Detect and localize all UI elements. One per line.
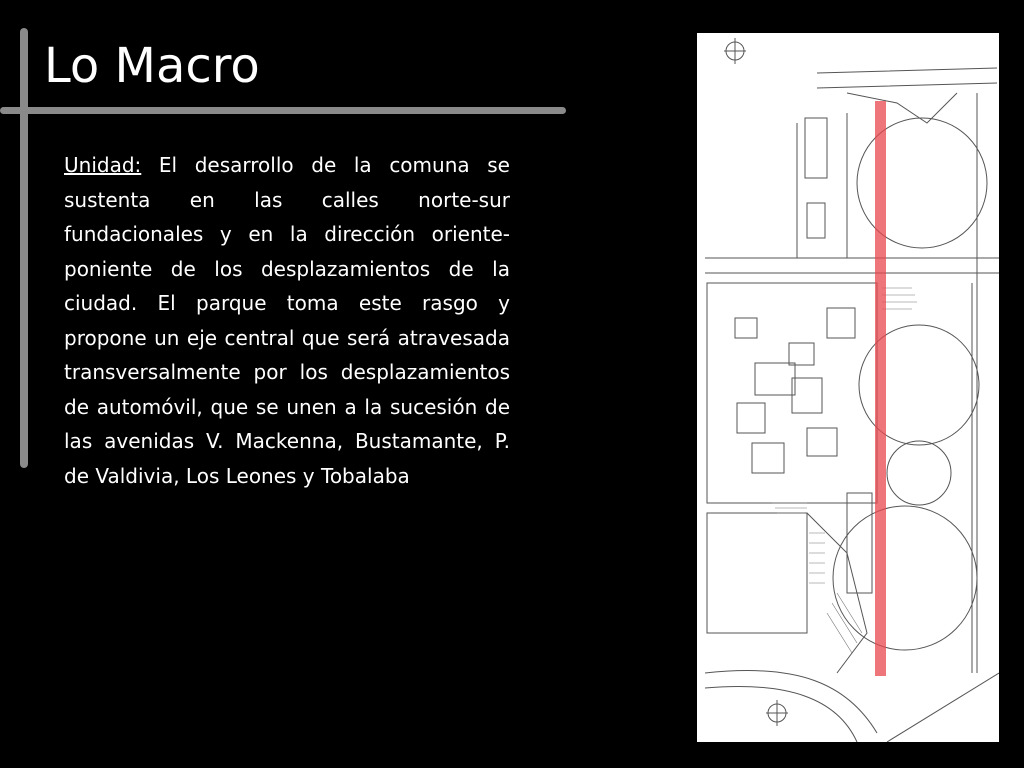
north-arrow-bottom-icon bbox=[766, 700, 788, 726]
central-axis-highlight bbox=[875, 101, 886, 676]
paragraph-text: El desarrollo de la comuna se sustenta en las calles norte-sur fundacionales y en la dirección oriente-poniente de los desplazamientos de la ciudad. El parque toma este rasgo y propone un eje central que será atravesada transversalmente por los desplazamientos de automóvil, que se unen a la sucesión de las avenidas V. Mackenna, Bustamante, P. de Valdivia, Los Leones y Tobalaba bbox=[64, 153, 510, 488]
unidad-label: Unidad: bbox=[64, 153, 142, 177]
body-paragraph bbox=[64, 148, 510, 493]
park-site-plan bbox=[697, 33, 999, 742]
site-plan-drawing bbox=[697, 33, 999, 742]
slide-title: Lo Macro bbox=[44, 38, 260, 94]
north-arrow-icon bbox=[724, 38, 746, 64]
decorative-vertical-bar bbox=[20, 28, 28, 468]
decorative-horizontal-bar bbox=[0, 107, 566, 114]
